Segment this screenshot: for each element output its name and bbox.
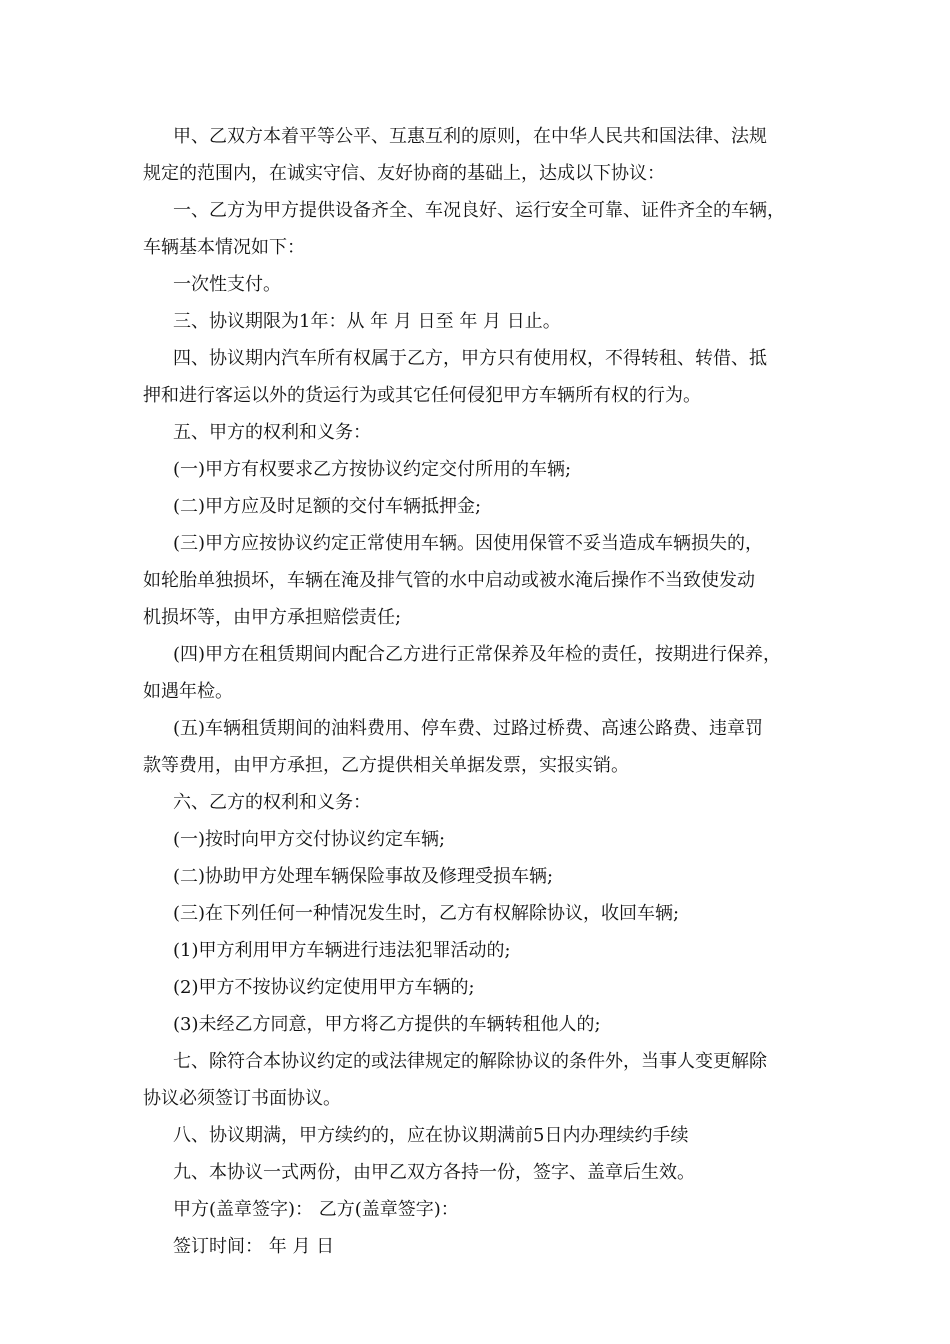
- text-line: (一)按时向甲方交付协议约定车辆;: [173, 829, 446, 850]
- text-line: 如遇年检。: [143, 681, 233, 702]
- text-line: 四、协议期内汽车所有权属于乙方，甲方只有使用权，不得转租、转借、抵: [173, 348, 767, 369]
- text-line: 八、协议期满，甲方续约的，应在协议期满前5日内办理续约手续: [173, 1125, 689, 1146]
- text-line: 九、本协议一式两份，由甲乙双方各持一份，签字、盖章后生效。: [173, 1162, 695, 1183]
- text-line: (三)在下列任何一种情况发生时，乙方有权解除协议，收回车辆;: [173, 903, 680, 924]
- text-line: 如轮胎单独损坏，车辆在淹及排气管的水中启动或被水淹后操作不当致使发动: [143, 570, 755, 591]
- text-line: 规定的范围内，在诚实守信、友好协商的基础上，达成以下协议：: [143, 163, 665, 184]
- text-line: 五、甲方的权利和义务：: [173, 422, 371, 443]
- text-line: (二)甲方应及时足额的交付车辆抵押金;: [173, 496, 482, 517]
- text-line: 甲、乙双方本着平等公平、互惠互利的原则，在中华人民共和国法律、法规: [173, 126, 767, 147]
- text-line: 机损坏等，由甲方承担赔偿责任;: [143, 607, 402, 628]
- document-body: [143, 118, 813, 1265]
- text-line: (二)协助甲方处理车辆保险事故及修理受损车辆;: [173, 866, 554, 887]
- text-line: 六、乙方的权利和义务：: [173, 792, 371, 813]
- text-line: (1)甲方利用甲方车辆进行违法犯罪活动的;: [173, 940, 511, 961]
- text-line: (一)甲方有权要求乙方按协议约定交付所用的车辆;: [173, 459, 572, 480]
- text-line: 一次性支付。: [173, 274, 281, 295]
- signature-line: 甲方(盖章签字)： 乙方(盖章签字)：: [173, 1199, 459, 1220]
- text-line: 协议必须签订书面协议。: [143, 1088, 341, 1109]
- text-line: (四)甲方在租赁期间内配合乙方进行正常保养及年检的责任，按期进行保养，: [173, 644, 782, 665]
- text-line: 押和进行客运以外的货运行为或其它任何侵犯甲方车辆所有权的行为。: [143, 385, 701, 406]
- text-line: (2)甲方不按协议约定使用甲方车辆的;: [173, 977, 475, 998]
- text-line: 三、协议期限为1年：从 年 月 日至 年 月 日止。: [173, 311, 561, 332]
- signing-date-line: 签订时间： 年 月 日: [173, 1236, 335, 1257]
- text-line: 车辆基本情况如下：: [143, 237, 305, 258]
- text-line: (三)甲方应按协议约定正常使用车辆。因使用保管不妥当造成车辆损失的，: [173, 533, 764, 554]
- text-line: 款等费用，由甲方承担，乙方提供相关单据发票，实报实销。: [143, 755, 629, 776]
- text-line: (3)未经乙方同意，甲方将乙方提供的车辆转租他人的;: [173, 1014, 601, 1035]
- text-line: (五)车辆租赁期间的油料费用、停车费、过路过桥费、高速公路费、违章罚: [173, 718, 764, 739]
- text-line: 一、乙方为甲方提供设备齐全、车况良好、运行安全可靠、证件齐全的车辆，: [173, 200, 785, 221]
- text-line: 七、除符合本协议约定的或法律规定的解除协议的条件外，当事人变更解除: [173, 1051, 767, 1072]
